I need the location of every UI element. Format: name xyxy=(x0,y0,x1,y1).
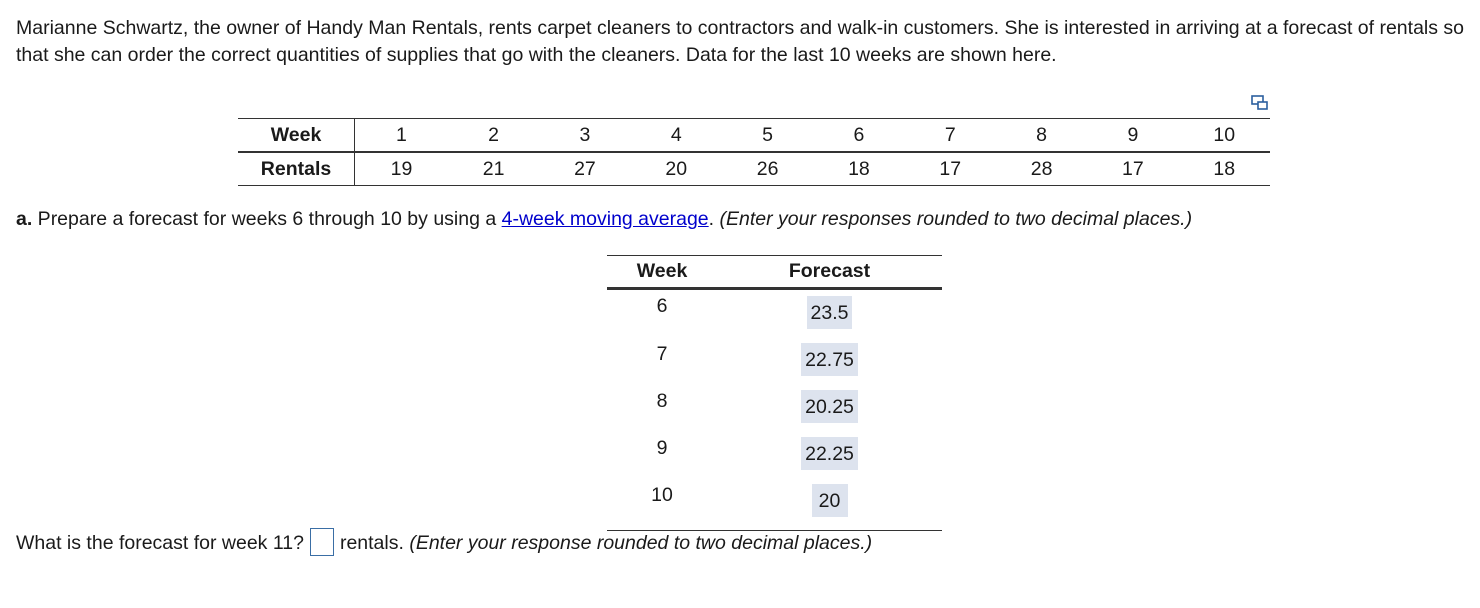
rentals-cell: 26 xyxy=(722,152,813,186)
forecast-answer[interactable]: 20 xyxy=(812,484,848,517)
week-cell: 9 xyxy=(1087,119,1178,153)
forecast-table xyxy=(607,255,942,531)
forecast-answer[interactable]: 22.25 xyxy=(801,437,858,470)
question-a-label: a. xyxy=(16,208,33,230)
moving-average-link[interactable]: 4-week moving average xyxy=(501,208,709,230)
rentals-cell: 27 xyxy=(539,152,630,186)
rentals-cell: 18 xyxy=(1179,152,1270,186)
forecast-week-cell: 8 xyxy=(656,390,668,412)
forecast-value-header: Forecast xyxy=(717,256,942,289)
forecast-row xyxy=(607,339,942,386)
question-11-text: What is the forecast for week 11? xyxy=(16,532,304,554)
week-cell: 2 xyxy=(448,119,539,153)
rentals-cell: 21 xyxy=(448,152,539,186)
rentals-row-header: Rentals xyxy=(238,152,355,186)
rentals-cell: 17 xyxy=(905,152,996,186)
rentals-cell: 19 xyxy=(355,152,448,186)
forecast-week-cell: 7 xyxy=(656,343,668,365)
rentals-cell: 28 xyxy=(996,152,1087,186)
question-a-period: . xyxy=(708,208,720,230)
forecast-answer[interactable]: 20.25 xyxy=(801,390,858,423)
rentals-row xyxy=(238,152,1270,186)
forecast-week-cell: 9 xyxy=(656,437,668,459)
problem-intro: Marianne Schwartz, the owner of Handy Man Rentals, rents carpet cleaners to contractors and walk-in customers. She is interested in arriving at a forecast of rentals so that she can order the correct quantities of supplies that go with the cleaners. Data for the last 10 weeks are shown here. xyxy=(16,17,1465,66)
forecast-answer[interactable]: 23.5 xyxy=(807,296,853,329)
rentals-cell: 20 xyxy=(631,152,722,186)
week-cell: 3 xyxy=(539,119,630,153)
question-week-11 xyxy=(16,530,872,557)
forecast-answer[interactable]: 22.75 xyxy=(801,343,858,376)
question-11-instruction: (Enter your response rounded to two decimal places.) xyxy=(409,532,873,554)
rentals-cell: 17 xyxy=(1087,152,1178,186)
week-cell: 7 xyxy=(905,119,996,153)
week-row-header: Week xyxy=(238,119,355,153)
forecast-week-cell: 10 xyxy=(651,484,673,506)
week-cell: 8 xyxy=(996,119,1087,153)
week-cell: 4 xyxy=(631,119,722,153)
question-11-unit: rentals. xyxy=(339,532,404,554)
rentals-cell: 18 xyxy=(813,152,904,186)
week-cell: 5 xyxy=(722,119,813,153)
week-11-forecast-input[interactable] xyxy=(310,528,334,556)
forecast-row xyxy=(607,386,942,433)
forecast-header-row xyxy=(607,256,942,289)
question-a-instruction: (Enter your responses rounded to two decimal places.) xyxy=(719,208,1193,230)
rentals-data-table xyxy=(238,118,1270,186)
copy-data-icon[interactable] xyxy=(1250,94,1270,112)
week-cell: 10 xyxy=(1179,119,1270,153)
week-cell: 6 xyxy=(813,119,904,153)
week-row xyxy=(238,119,1270,153)
question-a xyxy=(16,206,1192,233)
forecast-row xyxy=(607,433,942,480)
forecast-row xyxy=(607,289,942,340)
forecast-row xyxy=(607,480,942,531)
forecast-week-header: Week xyxy=(607,256,717,289)
week-cell: 1 xyxy=(355,119,448,153)
question-a-text: Prepare a forecast for weeks 6 through 10 by using a xyxy=(32,208,502,230)
forecast-week-cell: 6 xyxy=(656,295,668,317)
